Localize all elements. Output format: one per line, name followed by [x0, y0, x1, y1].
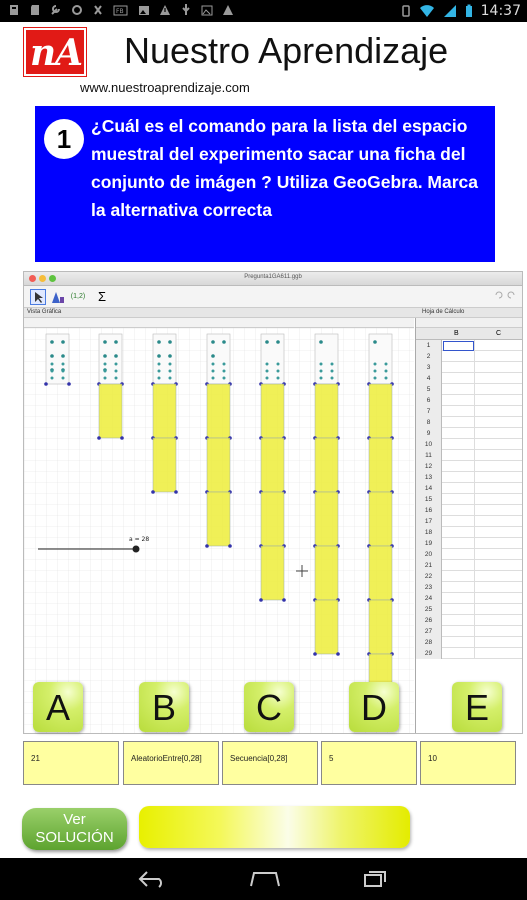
geogebra-view-headers — [24, 308, 522, 318]
wifi-icon — [419, 4, 435, 18]
row-number: 28 — [416, 637, 442, 648]
slider-handle — [133, 546, 140, 553]
spreadsheet-row — [416, 527, 523, 538]
yellow-segment — [261, 546, 284, 600]
domino-dot — [115, 370, 118, 373]
vertex-point — [205, 544, 209, 548]
notification-icon — [8, 3, 20, 17]
row-number: 10 — [416, 439, 442, 450]
sigma-tool-icon: Σ — [97, 289, 107, 304]
row-number: 1 — [416, 340, 442, 351]
option-answer-d[interactable]: 5 — [321, 741, 417, 785]
status-right — [401, 3, 521, 19]
yellow-segment — [315, 438, 338, 492]
domino-tile — [207, 334, 230, 384]
yellow-segment — [315, 600, 338, 654]
domino-dot — [169, 363, 172, 366]
spreadsheet-row — [416, 362, 523, 373]
yellow-segment — [261, 384, 284, 438]
option-answer-a[interactable]: 21 — [23, 741, 119, 785]
yellow-segment — [99, 384, 122, 438]
row-number: 11 — [416, 450, 442, 461]
row-number: 22 — [416, 571, 442, 582]
spreadsheet-row — [416, 637, 523, 648]
domino-dot — [212, 370, 215, 373]
spreadsheet-row — [416, 560, 523, 571]
warning-icon — [159, 3, 171, 17]
back-icon[interactable] — [137, 870, 167, 888]
option-answer-e[interactable]: 10 — [420, 741, 516, 785]
cursor-arrow-icon — [31, 290, 45, 304]
yellow-segment — [369, 384, 392, 438]
row-number: 13 — [416, 472, 442, 483]
row-number: 5 — [416, 384, 442, 395]
yellow-segment — [315, 384, 338, 438]
question-number: 1 — [44, 119, 84, 159]
domino-dot — [223, 370, 226, 373]
yellow-segment — [369, 438, 392, 492]
spreadsheet-row — [416, 604, 523, 615]
spreadsheet-row — [416, 384, 523, 395]
undo-icon — [494, 290, 504, 300]
spreadsheet-view — [415, 318, 523, 734]
histogram-icon — [50, 289, 66, 305]
column-header-b: B — [454, 330, 459, 337]
domino-dot — [212, 363, 215, 366]
domino-dot — [331, 370, 334, 373]
row-number: 18 — [416, 527, 442, 538]
domino-dot — [115, 363, 118, 366]
domino-dot — [51, 370, 54, 373]
option-letter-a[interactable]: A — [33, 682, 83, 732]
domino-dot — [374, 363, 377, 366]
row-number: 27 — [416, 626, 442, 637]
geogebra-titlebar — [24, 272, 522, 286]
geogebra-toolbar — [24, 286, 522, 308]
domino-dot — [223, 363, 226, 366]
yellow-segment — [153, 384, 176, 438]
question-box — [35, 106, 495, 262]
domino-dot — [320, 377, 323, 380]
spreadsheet-column-header — [416, 328, 523, 340]
sd-card-icon — [29, 3, 41, 17]
spreadsheet-row — [416, 582, 523, 593]
svg-text:FB: FB — [116, 8, 124, 15]
row-number: 15 — [416, 494, 442, 505]
domino-dot — [385, 370, 388, 373]
domino-dot — [331, 377, 334, 380]
yellow-segment — [207, 492, 230, 546]
row-number: 9 — [416, 428, 442, 439]
domino-dot — [104, 363, 107, 366]
app-title: Nuestro Aprendizaje — [124, 30, 449, 71]
yellow-segment — [369, 492, 392, 546]
row-number: 23 — [416, 582, 442, 593]
option-answer-c[interactable]: Secuencia[0,28] — [222, 741, 318, 785]
domino-dot — [103, 354, 107, 358]
option-letter-d[interactable]: D — [349, 682, 399, 732]
domino-dot — [266, 377, 269, 380]
vertex-point — [44, 382, 48, 386]
domino-dot — [374, 370, 377, 373]
spreadsheet-row — [416, 406, 523, 417]
app-logo — [24, 28, 86, 76]
row-number: 3 — [416, 362, 442, 373]
view-solution-line1: Ver — [63, 811, 86, 828]
sync-icon — [71, 3, 83, 17]
logo-text: nA — [30, 32, 83, 74]
wrench-icon — [50, 3, 62, 17]
yellow-segment — [369, 546, 392, 600]
image-icon — [138, 3, 150, 17]
spreadsheet-row — [416, 439, 523, 450]
spreadsheet-row — [416, 351, 523, 362]
domino-dot — [319, 340, 323, 344]
spreadsheet-row — [416, 593, 523, 604]
spreadsheet-row — [416, 417, 523, 428]
row-number: 26 — [416, 615, 442, 626]
domino-tile — [261, 334, 284, 384]
row-number: 6 — [416, 395, 442, 406]
domino-dot — [211, 340, 215, 344]
domino-dot — [266, 370, 269, 373]
redo-icon — [506, 290, 516, 300]
spreadsheet-row — [416, 516, 523, 527]
domino-dot — [373, 340, 377, 344]
cast-icon — [222, 3, 234, 17]
option-letter-b[interactable]: B — [139, 682, 189, 732]
site-url: www.nuestroaprendizaje.com — [80, 80, 250, 95]
row-number: 4 — [416, 373, 442, 384]
spreadsheet-row — [416, 648, 523, 659]
yellow-segment — [261, 438, 284, 492]
domino-dot — [50, 340, 54, 344]
image-icon — [113, 3, 129, 17]
domino-tile — [99, 334, 122, 384]
domino-dot — [385, 377, 388, 380]
domino-dot — [158, 377, 161, 380]
domino-dot — [277, 370, 280, 373]
selected-cell — [443, 341, 474, 351]
option-letter-c[interactable]: C — [244, 682, 294, 732]
domino-dot — [266, 363, 269, 366]
domino-dot — [51, 377, 54, 380]
spreadsheet-row — [416, 571, 523, 582]
list-tool-icon: (1,2) — [70, 293, 86, 300]
vibrate-icon — [401, 4, 411, 18]
domino-dot — [115, 377, 118, 380]
spreadsheet-row — [416, 428, 523, 439]
domino-dot — [158, 370, 161, 373]
spreadsheet-row — [416, 450, 523, 461]
spreadsheet-row — [416, 615, 523, 626]
domino-dot — [62, 370, 65, 373]
yellow-segment — [315, 492, 338, 546]
chart-tool-icon — [50, 289, 66, 305]
vertex-point — [67, 382, 71, 386]
row-number: 7 — [416, 406, 442, 417]
yellow-segment — [369, 600, 392, 654]
graphics-style-bar — [24, 318, 414, 328]
domino-dot — [169, 377, 172, 380]
domino-dot — [168, 354, 172, 358]
domino-tile — [153, 334, 176, 384]
row-number: 24 — [416, 593, 442, 604]
option-answer-b[interactable]: AleatorioEntre[0,28] — [123, 741, 219, 785]
vertex-point — [259, 598, 263, 602]
vertex-point — [282, 598, 286, 602]
result-display — [139, 806, 410, 848]
geogebra-window — [23, 271, 523, 734]
geogebra-window-title: Pregunta1GA611.ggb — [244, 274, 302, 280]
yellow-segment — [207, 438, 230, 492]
domino-dot — [265, 340, 269, 344]
domino-dot — [157, 354, 161, 358]
graphics-view — [24, 328, 414, 734]
yellow-segment — [153, 438, 176, 492]
graphics-view-label: Vista Gráfica — [27, 309, 62, 315]
vertex-point — [228, 544, 232, 548]
spreadsheet-row — [416, 472, 523, 483]
domino-dot — [62, 363, 65, 366]
navigation-bar — [0, 858, 527, 900]
download-icon — [201, 3, 213, 17]
domino-dot — [104, 377, 107, 380]
domino-dot — [374, 377, 377, 380]
domino-dot — [211, 354, 215, 358]
view-solution-button[interactable] — [22, 808, 127, 850]
spreadsheet-label: Hoja de Cálculo — [422, 309, 465, 315]
domino-dot — [51, 363, 54, 366]
spreadsheet-row — [416, 626, 523, 637]
slider-label: a = 28 — [129, 536, 150, 543]
vertex-point — [97, 436, 101, 440]
domino-dot — [158, 363, 161, 366]
spreadsheet-toolbar — [416, 318, 523, 328]
domino-dot — [331, 363, 334, 366]
domino-dot — [104, 370, 107, 373]
recent-apps-icon[interactable] — [362, 869, 390, 889]
yellow-segment — [315, 546, 338, 600]
row-number: 14 — [416, 483, 442, 494]
domino-dot — [114, 354, 118, 358]
domino-dot — [223, 377, 226, 380]
domino-tile — [315, 334, 338, 384]
signal-icon — [443, 4, 457, 18]
yellow-segment — [261, 492, 284, 546]
vertex-point — [336, 652, 340, 656]
option-letter-e[interactable]: E — [452, 682, 502, 732]
yellow-segment — [207, 384, 230, 438]
domino-tile — [46, 334, 69, 384]
spreadsheet-row — [416, 549, 523, 560]
home-icon[interactable] — [248, 870, 282, 888]
row-number: 16 — [416, 505, 442, 516]
status-bar — [0, 0, 527, 22]
domino-dot — [169, 370, 172, 373]
vertex-point — [313, 652, 317, 656]
domino-dot — [168, 340, 172, 344]
status-time: 14:37 — [480, 3, 521, 19]
domino-dot — [222, 340, 226, 344]
domino-dot — [50, 354, 54, 358]
spreadsheet-row — [416, 538, 523, 549]
domino-dot — [276, 340, 280, 344]
domino-dot — [114, 340, 118, 344]
domino-dot — [385, 363, 388, 366]
row-number: 2 — [416, 351, 442, 362]
spreadsheet-row — [416, 505, 523, 516]
row-number: 19 — [416, 538, 442, 549]
domino-dot — [320, 363, 323, 366]
domino-dot — [212, 377, 215, 380]
view-solution-line2: SOLUCIÓN — [35, 829, 114, 846]
status-left-icons — [8, 3, 234, 17]
domino-dot — [320, 370, 323, 373]
domino-dot — [61, 354, 65, 358]
pointer-tool-icon — [30, 289, 46, 305]
domino-dot — [277, 377, 280, 380]
usb-icon — [180, 3, 192, 17]
vertex-point — [174, 490, 178, 494]
spreadsheet-row — [416, 373, 523, 384]
spreadsheet-row — [416, 494, 523, 505]
row-number: 20 — [416, 549, 442, 560]
vertex-point — [120, 436, 124, 440]
domino-dot — [157, 340, 161, 344]
domino-dot — [103, 340, 107, 344]
row-number: 29 — [416, 648, 442, 659]
row-number: 17 — [416, 516, 442, 527]
column-header-c: C — [496, 330, 502, 337]
row-number: 21 — [416, 560, 442, 571]
spreadsheet-row — [416, 461, 523, 472]
vertex-point — [151, 490, 155, 494]
domino-dot — [277, 363, 280, 366]
battery-icon — [465, 4, 473, 18]
row-number: 12 — [416, 461, 442, 472]
row-number: 25 — [416, 604, 442, 615]
domino-dot — [62, 377, 65, 380]
spreadsheet-row — [416, 395, 523, 406]
sign-language-icon — [92, 3, 104, 17]
row-number: 8 — [416, 417, 442, 428]
domino-tile — [369, 334, 392, 384]
spreadsheet-row — [416, 483, 523, 494]
question-text: ¿Cuál es el comando para la lista del espacio muestral del experimento sacar una ficha del conjunto de imágen ? Utiliza GeoGebra. Marca la alternativa correcta — [91, 116, 479, 220]
domino-dot — [61, 340, 65, 344]
